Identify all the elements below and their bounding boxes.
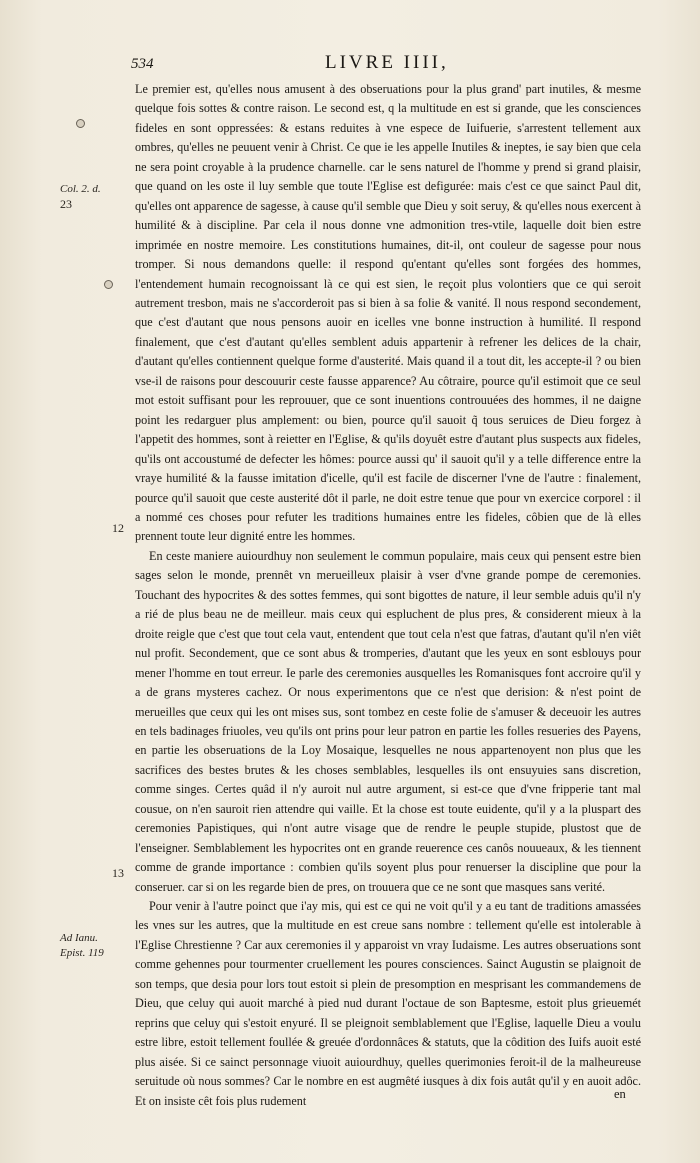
margin-note-epistle: Epist. 119 xyxy=(60,947,104,959)
catchword: en xyxy=(614,1087,626,1101)
page-number: 534 xyxy=(131,56,154,72)
margin-ornament-icon xyxy=(76,119,85,128)
margin-note-col-num: 23 xyxy=(60,197,72,211)
section-number-12: 12 xyxy=(112,521,124,535)
paragraph-2: En ceste maniere auiourdhuy non seulement le commun populaire, mais ceux qui pensent estre bien sages selon le monde, prennêt vn merueilleux plaisir à vser d'vne grande pompe de ceremonies. Touchant des hypocrites & des sottes femmes, qui sont bigottes de nature, il leur semble aduis qu'il n'y a rié de plus beau ne de meilleur. mais ceux qui espluchent de plus pres, & considerent mieux à la droite reigle que c'est que tout cela vaut, entendent que tout cela n'est que fatras, d'autant qu'il n'en viêt nul profit. Secondement, que ce sont abus & tromperies, d'autant que les yeux en sont esblouys pour mener l'homme en tout erreur. Ie parle des ceremonies ausquelles les Romanisques font accroire qu'il y a de grans mysteres cachez. Or nous experimentons que ce n'est que derision: & n'est point de merueilles que ceux qui les ont mises sus, sont tombez en ceste folie de s'amuser & deceuoir les autres en tels badinages friuoles, veu qu'ils ont prins pour leur patron en partie les folles resueries des Payens, en partie les obseruations de la Loy Mosaique, lesquelles ne nous appartenoyent non plus que les sacrifices des bestes brutes & les choses semblables, lesquelles ils ont ensuyuies sans discretion, comme singes. Certes quâd il n'y auroit nul autre argument, si est-ce que d'vne fripperie tant mal cousue, on n'en sauroit rien attendre qui vaille. Et la chose est toute euidente, qu'il y a la pluspart des ceremonies Papistiques, qui n'ont autre visage que de rendre le peuple stupide, plustost que de l'enseigner. Semblablement les hypocrites ont en grande reuerence ces canôs nouueaux, & les tiennent comme de grande importance : combien qu'ils soyent plus pour renuerser la discipline que pour la conseruer. car si on les regarde bien de pres, on trouuera que ce ne sont que masques sans verité. xyxy=(135,548,641,894)
margin-ornament-icon xyxy=(104,280,113,289)
paragraph-1: Le premier est, qu'elles nous amusent à des obseruations pour la plus grand' part inutiles, & mesme quelque fois sottes & contre raison. Le second est, q la multitude en est si grande, que les consciences fideles en sont oppressées: & estans reduites à vne espece de Iuifuerie, s'arrestent tellement aux ombres, qu'elles ne peuuent venir à Christ. Ce que ie les appelle Inutiles & ineptes, ie say bien que cela ne sera point croyable à la prudence charnelle. car le sens naturel de l'homme y prend si grand plaisir, que quand on les oste il luy semble que toute l'Eglise est defigurée: mais c'est ce que sainct Paul dit, qu'elles ont apparence de sagesse, à cause qu'il semble que Dieu y soit seruy, & qu'elles nous exercent à humilité & à discipline. Par cela il nous donne vne admonition tres-vtile, laquelle doit bien estre imprimée en nostre memoire. Les constitutions humaines, dit-il, ont couleur de sagesse pour nous tromper. Si nous demandons quelle: il respond qu'entant qu'elles sont forgées des hommes, l'entendement humain recognoissant là ce qui est sien, le reçoit plus volontiers que ce qui seroit autrement tresbon, mais ne s'accorderoit pas si bien à sa folie & vanité. Il nous respond secondement, que c'est d'autant que nous pensons auoir en icelles vne bonne instruction à humilité. Il respond finalement, que c'est d'autant qu'elles semblent aduis appartenir à refrener les delices de la chair, d'autant qu'elles contiennent quelque forme d'austerité. Mais quand il a tout dit, les accepte-il ? ou bien vse-il de raisons pour descouurir ceste fausse apparence? Au côtraire, pource qu'il estimoit que ce seul mot estoit suffisant pour les reprouuer, que ce sont inuentions controuuées des hommes, il ne daigne point les redarguer plus amplement: ou bien, pource qu'il sauoit q̃ tous seruices de Dieu forgez à l'appetit des hommes, sont à reietter en l'Eglise, & qu'ils doyuêt estre d'autant plus suspects aux fideles, qu'ils ont accoustumé de defecter les hômes: pource aussi qu' il sauoit qu'il y a telle difference entre la vraye humilité & la fausse imitation d'icelle, qu'il est facile de discerner l'vne de l'autre : finalement, pource qu'il sauoit que ceste austerité dôt il parle, ne doit estre tenue que pour vn exercice corporel : il a nommé ces choses pour refuter les traditions humaines entre les fideles, côbien que de là elles prennent toute leur dignité entre les hommes. xyxy=(135,82,641,544)
margin-note-col: Col. 2. d. xyxy=(60,183,101,195)
body-text xyxy=(135,80,641,1111)
running-title: LIVRE IIII, xyxy=(325,52,449,73)
section-number-13: 13 xyxy=(112,866,124,880)
margin-note-augustine: Ad Ianu. xyxy=(60,932,98,944)
paragraph-3: Pour venir à l'autre poinct que i'ay mis, qui est ce qui ne voit qu'il y a eu tant de traditions amassées les vnes sur les autres, que la multitude en est creue sans nombre : tellement qu'elle est intolerable à l'Eglise Chrestienne ? Car aux ceremonies il y apparoist vn vray Iudaisme. Les autres obseruations sont comme gehennes pour tourmenter cruellement les poures consciences. Sainct Augustin se plaignoit de son temps, que desia pour lors tout estoit si plein de presomption en mesprisant les commandemens de Dieu, que celuy qui auoit marché à pied nud durant l'octaue de son Baptesme, estoit plus grieuemét reprins que celuy qui s'estoit enyuré. Il se pleignoit semblablement que l'Eglise, laquelle Dieu a voulu estre libre, estoit tellement foullée & greuée d'ordonnâces & statuts, que la côdition des Iuifs auoit esté plus aisée. Si ce sainct personnage viuoit auiourdhuy, quelles querimonies feroit-il de la malheureuse seruitude où nous sommes? Car le nombre en est augmêté iusques à dix fois autât qu'il y en auoit adôc. Et on insiste cêt fois plus rudement xyxy=(135,899,641,1108)
page-header xyxy=(131,52,635,80)
